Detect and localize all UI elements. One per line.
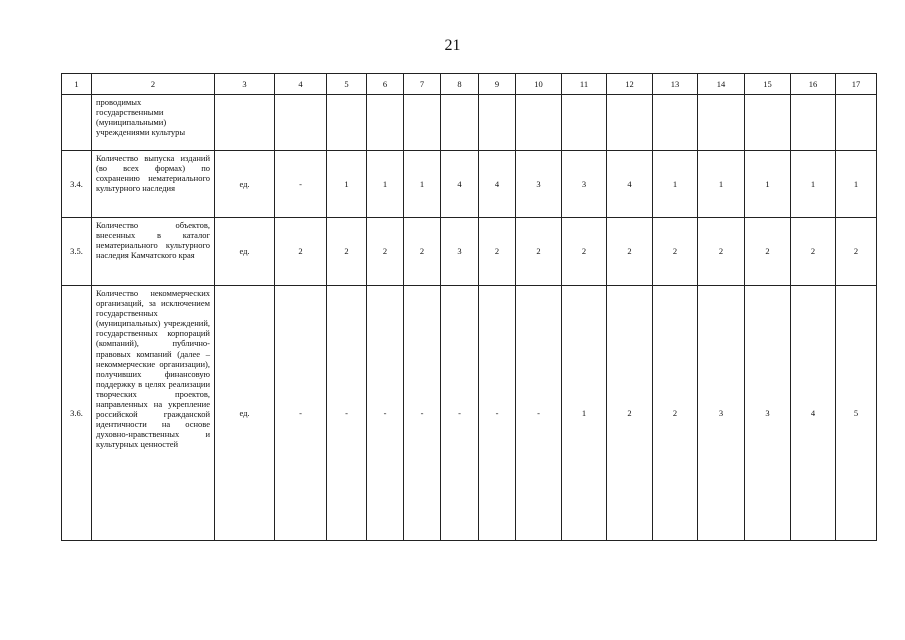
value-cell: - [479,286,516,541]
value-cell: 3 [562,151,607,218]
header-cell: 8 [441,74,479,95]
value-cell [607,95,653,151]
unit-cell: ед. [215,218,275,286]
value-cell: 4 [607,151,653,218]
header-cell: 4 [275,74,327,95]
indicator-description: Количество некоммерческих организаций, за исключением государственных (муниципальных) учреждений, государственных корпораций (компаний), публично-правовых компаний (далее – некоммерческие организации), получивших финансовую поддержку в целях реализации творческих проектов, направленных на укрепление российской гражданской идентичности на основе духовно-нравственных и культурных ценностей [92,286,215,541]
value-cell [562,95,607,151]
header-cell: 2 [92,74,215,95]
value-cell: 5 [836,286,877,541]
value-cell [479,95,516,151]
header-cell: 14 [698,74,745,95]
value-cell: 2 [653,286,698,541]
header-cell: 7 [404,74,441,95]
value-cell: 2 [607,286,653,541]
value-cell: - [275,286,327,541]
indicators-table [61,73,877,541]
value-cell: 1 [327,151,367,218]
value-cell [516,95,562,151]
header-cell: 16 [791,74,836,95]
value-cell: 1 [653,151,698,218]
header-cell: 1 [62,74,92,95]
value-cell: 1 [404,151,441,218]
value-cell: 3 [698,286,745,541]
unit-cell [215,95,275,151]
header-cell: 3 [215,74,275,95]
header-cell: 10 [516,74,562,95]
header-cell: 17 [836,74,877,95]
value-cell [791,95,836,151]
value-cell: 1 [791,151,836,218]
value-cell [653,95,698,151]
value-cell [275,95,327,151]
value-cell: 4 [441,151,479,218]
value-cell: 1 [698,151,745,218]
row-number: 3.4. [62,151,92,218]
value-cell: - [275,151,327,218]
table-row [62,151,877,218]
header-cell: 5 [327,74,367,95]
value-cell: 2 [479,218,516,286]
value-cell: 2 [404,218,441,286]
indicator-description: Количество объектов, внесенных в каталог нематериального культурного наследия Камчатского края [92,218,215,286]
unit-cell: ед. [215,151,275,218]
value-cell [698,95,745,151]
value-cell: 2 [327,218,367,286]
value-cell: - [367,286,404,541]
value-cell: 3 [441,218,479,286]
row-number [62,95,92,151]
value-cell: 2 [698,218,745,286]
page-number: 21 [444,37,461,54]
value-cell: 1 [836,151,877,218]
row-number: 3.6. [62,286,92,541]
value-cell: 4 [479,151,516,218]
header-cell: 11 [562,74,607,95]
value-cell: - [441,286,479,541]
value-cell: 1 [367,151,404,218]
value-cell: 2 [367,218,404,286]
value-cell: 3 [516,151,562,218]
value-cell: 2 [275,218,327,286]
header-cell: 6 [367,74,404,95]
header-row [62,74,877,95]
value-cell: 2 [562,218,607,286]
row-number: 3.5. [62,218,92,286]
value-cell: - [516,286,562,541]
value-cell [745,95,791,151]
header-cell: 13 [653,74,698,95]
value-cell: - [327,286,367,541]
value-cell [404,95,441,151]
indicator-description: проводимых государственными (муниципальными) учреждениями культуры [92,95,215,151]
header-cell: 9 [479,74,516,95]
indicator-description: Количество выпуска изданий (во всех формах) по сохранению нематериального культурного наследия [92,151,215,218]
value-cell: 2 [607,218,653,286]
value-cell: 2 [745,218,791,286]
unit-cell: ед. [215,286,275,541]
value-cell: - [404,286,441,541]
value-cell: 1 [745,151,791,218]
value-cell: 2 [653,218,698,286]
value-cell: 2 [791,218,836,286]
table-row [62,218,877,286]
value-cell: 2 [836,218,877,286]
value-cell: 1 [562,286,607,541]
value-cell: 3 [745,286,791,541]
value-cell: 4 [791,286,836,541]
header-cell: 15 [745,74,791,95]
table-row [62,286,877,541]
table-row [62,95,877,151]
value-cell [327,95,367,151]
value-cell [441,95,479,151]
value-cell: 2 [516,218,562,286]
value-cell [836,95,877,151]
header-cell: 12 [607,74,653,95]
value-cell [367,95,404,151]
